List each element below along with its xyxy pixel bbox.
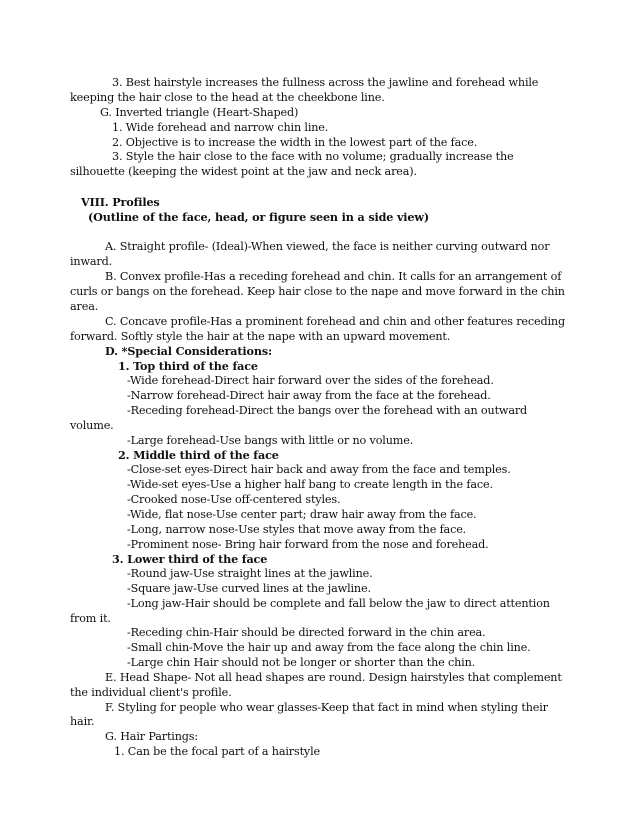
section-subheading: (Outline of the face, head, or figure seen in a side view) — [88, 210, 430, 224]
text-line: 3. Best hairstyle increases the fullness across the jawline and forehead while — [112, 76, 539, 89]
text-line: inward. — [70, 255, 113, 268]
text-line: -Round jaw-Use straight lines at the jawline. — [127, 567, 373, 580]
text-line: curls or bangs on the forehead. Keep hair close to the nape and move forward in the chin — [70, 285, 565, 298]
text-line: -Receding chin-Hair should be directed forward in the chin area. — [127, 626, 486, 639]
text-line: -Wide-set eyes-Use a higher half bang to create length in the face. — [127, 478, 493, 491]
text-line: 3. Style the hair close to the face with no volume; gradually increase the — [112, 150, 514, 163]
list-heading: 1. Top third of the face — [118, 359, 258, 373]
list-heading: G. Hair Partings: — [105, 730, 199, 743]
text-line: 1. Can be the focal part of a hairstyle — [114, 745, 320, 758]
text-line: area. — [70, 300, 99, 313]
list-heading: G. Inverted triangle (Heart-Shaped) — [100, 106, 299, 119]
text-line: -Large forehead-Use bangs with little or no volume. — [127, 434, 414, 447]
text-line: keeping the hair close to the head at the cheekbone line. — [70, 91, 385, 104]
text-line: -Prominent nose- Bring hair forward from the nose and forehead. — [127, 538, 489, 551]
text-line: hair. — [70, 715, 95, 728]
text-line: B. Convex profile-Has a receding forehead and chin. It calls for an arrangement of — [105, 270, 562, 283]
text-line: the individual client's profile. — [70, 686, 232, 699]
section-heading: VIII. Profiles — [81, 195, 160, 209]
text-line: -Close-set eyes-Direct hair back and away from the face and temples. — [127, 463, 511, 476]
text-line: 2. Objective is to increase the width in the lowest part of the face. — [112, 136, 478, 149]
text-line: -Narrow forehead-Direct hair away from the face at the forehead. — [127, 389, 491, 402]
text-line: F. Styling for people who wear glasses-Keep that fact in mind when styling their — [105, 701, 548, 714]
text-line: -Wide, flat nose-Use center part; draw hair away from the face. — [127, 508, 477, 521]
list-heading: D. *Special Considerations: — [105, 344, 272, 358]
list-heading: 2. Middle third of the face — [118, 448, 279, 462]
text-line: silhouette (keeping the widest point at the jaw and neck area). — [70, 165, 417, 178]
text-line: E. Head Shape- Not all head shapes are round. Design hairstyles that complement — [105, 671, 562, 684]
text-line: -Wide forehead-Direct hair forward over the sides of the forehead. — [127, 374, 494, 387]
text-line: -Crooked nose-Use off-centered styles. — [127, 493, 341, 506]
text-line: 1. Wide forehead and narrow chin line. — [112, 121, 329, 134]
text-line: -Square jaw-Use curved lines at the jawline. — [127, 582, 371, 595]
text-line: from it. — [70, 612, 111, 625]
text-line: -Small chin-Move the hair up and away from the face along the chin line. — [127, 641, 531, 654]
list-heading: 3. Lower third of the face — [112, 552, 268, 566]
text-line: -Long, narrow nose-Use styles that move away from the face. — [127, 523, 467, 536]
text-line: volume. — [70, 419, 114, 432]
text-line: forward. Softly style the hair at the nape with an upward movement. — [70, 330, 451, 343]
text-line: A. Straight profile- (Ideal)-When viewed, the face is neither curving outward nor — [105, 240, 550, 253]
text-line: -Large chin Hair should not be longer or shorter than the chin. — [127, 656, 476, 669]
text-line: -Receding forehead-Direct the bangs over the forehead with an outward — [127, 404, 528, 417]
text-line: -Long jaw-Hair should be complete and fall below the jaw to direct attention — [127, 597, 550, 610]
text-line: C. Concave profile-Has a prominent forehead and chin and other features receding — [105, 315, 565, 328]
